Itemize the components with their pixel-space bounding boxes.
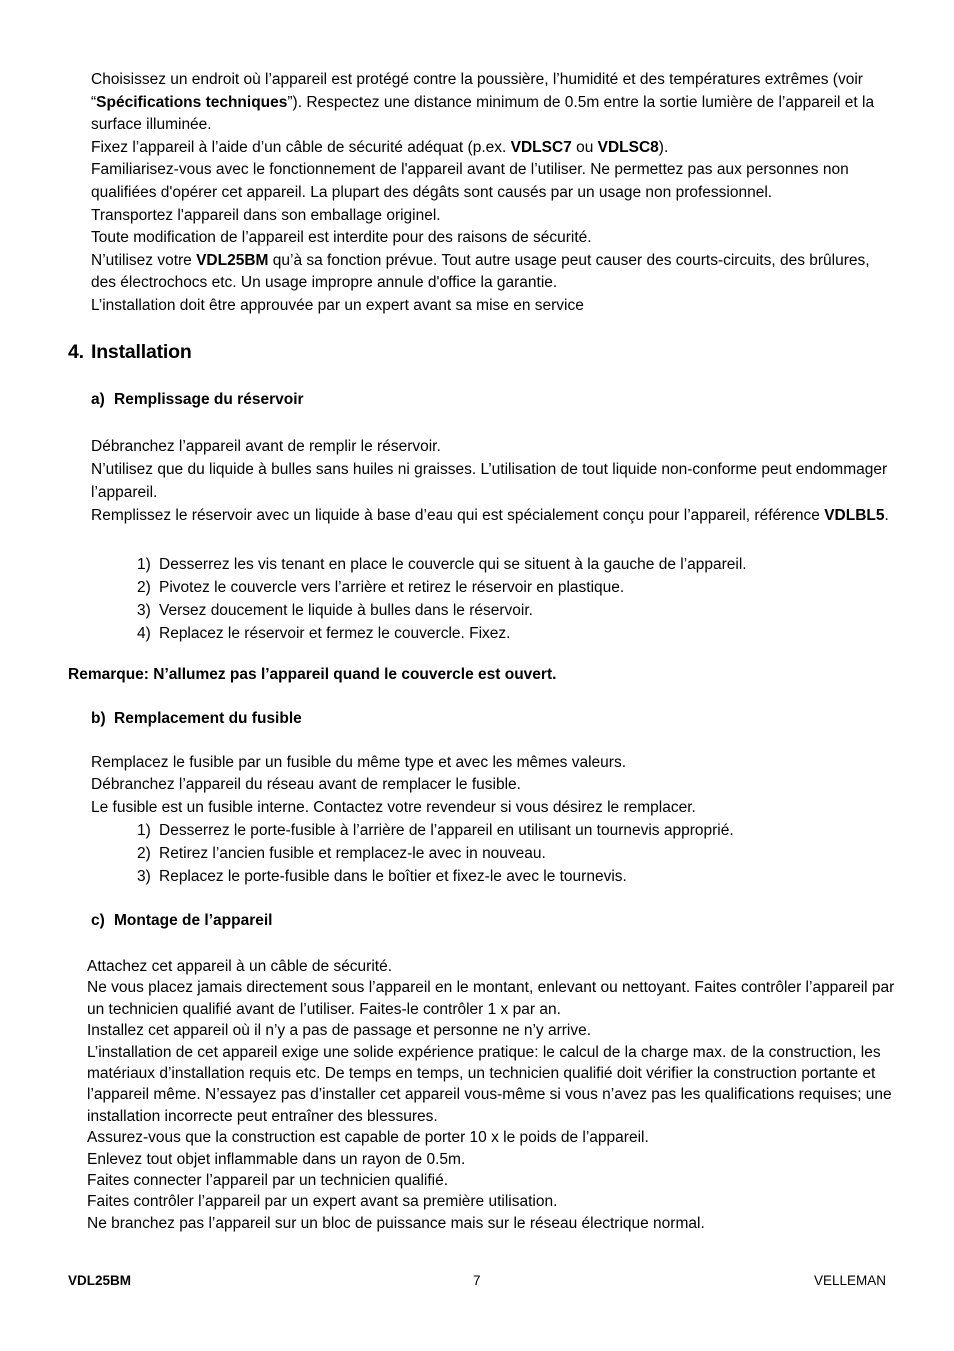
step-number: 2) xyxy=(137,845,151,862)
step-text: Desserrez les vis tenant en place le couvercle qui se situent à la gauche de l’appareil. xyxy=(159,556,747,573)
paragraph-text: . xyxy=(884,507,889,524)
intro-paragraph-modification: Toute modification de l’appareil est interdite pour des raisons de sécurité. xyxy=(91,229,592,247)
steps-list-a xyxy=(137,553,747,645)
step-number: 3) xyxy=(137,868,151,885)
intro-text: ”). Respectez une distance minimum de 0.5m entre la sortie lumière de l’appareil et la surface illuminée. xyxy=(91,93,875,134)
warning-note: Remarque: N’allumez pas l’appareil quand le couvercle est ouvert. xyxy=(68,666,557,683)
paragraph: N’utilisez que du liquide à bulles sans huiles ni graisses. L’utilisation de tout liquide non-conforme peut endommager l’appareil. xyxy=(91,461,888,501)
subsection-title: Montage de l’appareil xyxy=(114,912,273,929)
step-text: Pivotez le couvercle vers l’arrière et retirez le réservoir en plastique. xyxy=(159,579,625,596)
paragraph: Le fusible est un fusible interne. Contactez votre revendeur si vous désirez le remplacer. xyxy=(91,798,696,816)
intro-paragraph-transport: Transportez l'appareil dans son emballage originel. xyxy=(91,206,441,224)
subsection-title: Remplissage du réservoir xyxy=(114,391,304,408)
product-code: VDLSC8 xyxy=(597,138,659,156)
section-heading xyxy=(68,341,192,364)
intro-text: ). xyxy=(658,138,669,156)
product-code: VDLSC7 xyxy=(510,138,572,156)
paragraph-text: Remplissez le réservoir avec un liquide à base d’eau qui est spécialement conçu pour l’appareil, référence xyxy=(91,507,825,524)
footer-brand: VELLEMAN xyxy=(813,1273,886,1288)
list-item xyxy=(137,576,747,599)
list-item xyxy=(137,599,747,622)
intro-paragraph-usage xyxy=(91,250,891,295)
intro-text: Choisissez un endroit où l’appareil est protégé contre la poussière, l’humidité et des températures extrêmes (voir “ xyxy=(91,71,863,111)
section-title: Installation xyxy=(91,341,192,363)
subsection-heading-b xyxy=(91,710,302,728)
intro-text: N’utilisez votre xyxy=(91,251,197,269)
subsection-b-body xyxy=(91,752,891,819)
step-text: Desserrez le porte-fusible à l’arrière de l’appareil en utilisant un tournevis approprié. xyxy=(159,822,734,839)
paragraph: Débranchez l’appareil avant de remplir le réservoir. xyxy=(91,438,441,455)
step-number: 4) xyxy=(137,625,151,642)
subsection-heading-c xyxy=(91,912,272,930)
paragraph: L’installation de cet appareil exige une solide expérience pratique: le calcul de la charge max. de la construction, les matériaux d’installation requis etc. De temps en temps, un technicien qualifié doit vérifier la construction portante et l’appareil même. N’essayez pas d’installer cet appareil vous-même si vous n’avez pas les qualifications requises; une installation incorrecte peut entraîner des blessures. xyxy=(87,1043,892,1125)
paragraph: Assurez-vous que la construction est capable de porter 10 x le poids de l’appareil. xyxy=(87,1129,649,1147)
subsection-title: Remplacement du fusible xyxy=(114,710,302,727)
subsection-heading-a xyxy=(91,391,304,409)
paragraph: Débranchez l’appareil du réseau avant de remplacer le fusible. xyxy=(91,776,521,794)
section-number: 4. xyxy=(68,341,84,363)
list-item xyxy=(137,819,734,842)
intro-paragraph-cable xyxy=(91,137,891,160)
product-code: VDLBL5 xyxy=(824,507,885,524)
spec-reference: Spécifications techniques xyxy=(96,93,288,111)
subsection-c-body xyxy=(87,956,897,1234)
list-item xyxy=(137,553,747,576)
subsection-letter: a) xyxy=(91,391,105,408)
step-number: 1) xyxy=(137,822,151,839)
intro-text: qu’à sa fonction prévue. Tout autre usage peut causer des courts-circuits, des brûlures, des électrochocs etc. Un usage impropre annule d'office la garantie. xyxy=(91,251,870,292)
list-item xyxy=(137,622,747,645)
step-number: 1) xyxy=(137,556,151,573)
intro-text: ou xyxy=(571,138,598,156)
step-text: Replacez le porte-fusible dans le boîtier et fixez-le avec le tournevis. xyxy=(159,868,627,885)
paragraph: Faites connecter l’appareil par un technicien qualifié. xyxy=(87,1172,449,1190)
subsection-a-body xyxy=(91,435,891,527)
paragraph-reference xyxy=(91,504,891,527)
intro-paragraph-location xyxy=(91,69,891,137)
footer-page-number: 7 xyxy=(473,1273,481,1288)
step-text: Retirez l’ancien fusible et remplacez-le avec in nouveau. xyxy=(159,845,546,862)
paragraph: Faites contrôler l’appareil par un expert avant sa première utilisation. xyxy=(87,1193,558,1211)
steps-list-b xyxy=(137,819,734,888)
paragraph: Remplacez le fusible par un fusible du même type et avec les mêmes valeurs. xyxy=(91,754,626,771)
list-item xyxy=(137,865,734,888)
paragraph: Installez cet appareil où il n’y a pas de passage et personne ne n’y arrive. xyxy=(87,1022,592,1040)
intro-paragraph-familiarize: Familiarisez-vous avec le fonctionnement de l'appareil avant de l’utiliser. Ne permettez pas aux personnes non qualifiées d'opérer cet appareil. La plupart des dégâts sont causés par un usage non professionnel. xyxy=(91,161,849,201)
footer-model: VDL25BM xyxy=(68,1273,132,1288)
intro-paragraph-approval: L’installation doit être approuvée par un expert avant sa mise en service xyxy=(91,296,584,314)
step-text: Replacez le réservoir et fermez le couvercle. Fixez. xyxy=(159,625,511,642)
subsection-letter: b) xyxy=(91,710,106,727)
paragraph: Attachez cet appareil à un câble de sécurité. xyxy=(87,958,393,975)
subsection-letter: c) xyxy=(91,912,105,929)
product-code: VDL25BM xyxy=(196,251,269,269)
step-number: 3) xyxy=(137,602,151,619)
step-text: Versez doucement le liquide à bulles dans le réservoir. xyxy=(159,602,533,619)
step-number: 2) xyxy=(137,579,151,596)
paragraph: Ne vous placez jamais directement sous l’appareil en le montant, enlevant ou nettoyant. Faites contrôler l’appareil par un technicien qualifié avant de l’utiliser. Faites-le contrôler 1 x par an. xyxy=(87,979,895,1018)
intro-text: Fixez l’appareil à l’aide d’un câble de sécurité adéquat (p.ex. xyxy=(91,138,511,156)
safety-intro xyxy=(91,69,891,318)
list-item xyxy=(137,842,734,865)
paragraph: Ne branchez pas l’appareil sur un bloc de puissance mais sur le réseau électrique normal. xyxy=(87,1214,705,1232)
paragraph: Enlevez tout objet inflammable dans un rayon de 0.5m. xyxy=(87,1150,466,1168)
